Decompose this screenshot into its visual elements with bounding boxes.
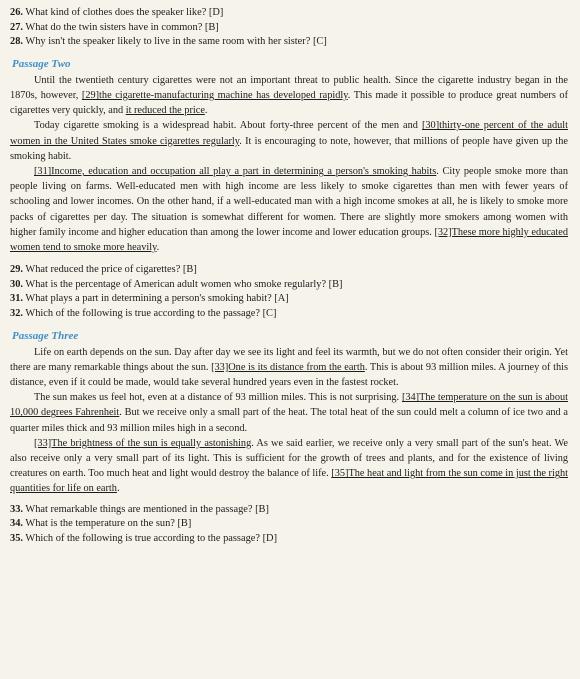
paragraph-text: . This is about 93 million miles. A journey of this distance, even if it could be made, would take several hundred years even in the fastest rocket.	[10, 361, 568, 388]
question-item	[10, 517, 568, 532]
question-text: What do the twin sisters have in common? [B]	[25, 21, 219, 33]
question-number: 27.	[10, 21, 23, 33]
paragraph-text: Today cigarette smoking is a widespread habit. About forty-three percent of the men and	[34, 120, 422, 132]
passage-two-paragraph-2	[10, 118, 568, 164]
question-text: Which of the following is true according to the passage? [D]	[25, 532, 278, 544]
paragraph-text: .	[116, 483, 120, 495]
answer-highlight: [29]the cigarette-manufacturing machine has developed rapidly	[81, 89, 348, 101]
question-item	[10, 532, 568, 547]
question-text: What is the temperature on the sun? [B]	[25, 518, 192, 530]
answer-highlight: [33]One is its distance from the earth	[211, 361, 365, 373]
answer-highlight: [32]These more highly educated women tend to smoke more heavily	[10, 226, 568, 254]
question-text: What kind of clothes does the speaker like? [D]	[25, 7, 224, 18]
question-item	[10, 278, 568, 293]
question-list-passage-two	[10, 263, 568, 321]
paragraph-text: . But we receive only a small part of the heat. The total heat of the sun could melt a column of ice two and a quarter miles thick and 93 million miles high in a second.	[10, 407, 568, 434]
question-list-top	[10, 6, 568, 50]
paragraph-text: Life on earth depends on the sun. Day after day we see its light and feel its warmth, but we do not often consider their origin. Yet there are many remarkable things about the sun.	[10, 346, 568, 373]
question-item	[10, 6, 568, 21]
question-number: 31.	[10, 293, 23, 305]
passage-two-title: Passage Two	[12, 57, 71, 70]
spacer	[10, 255, 568, 263]
paragraph-text: Until the twentieth century cigarettes were not an important threat to public health. Since the cigarette industry began in the 1870s, however,	[10, 74, 568, 101]
question-text: Why isn't the speaker likely to live in the same room with her sister? [C]	[25, 36, 327, 48]
question-item	[10, 292, 568, 307]
question-number: 30.	[10, 278, 23, 290]
question-number: 29.	[10, 264, 23, 276]
passage-three-paragraph-3	[10, 436, 568, 497]
question-number: 32.	[10, 308, 23, 319]
passage-two-paragraph-3	[10, 164, 568, 255]
question-text: Which of the following is true according to the passage? [C]	[25, 308, 277, 319]
paragraph-text: .	[156, 242, 160, 254]
question-text: What reduced the price of cigarettes? [B]	[25, 264, 197, 276]
answer-highlight: [33]The brightness of the sun is equally astonishing	[34, 437, 252, 449]
question-number: 35.	[10, 532, 23, 544]
passage-two-paragraph-1	[10, 73, 568, 119]
question-list-passage-three	[10, 503, 568, 547]
question-text: What remarkable things are mentioned in the passage? [B]	[25, 503, 269, 515]
passage-three-title: Passage Three	[12, 329, 79, 342]
question-text: What is the percentage of American adult women who smoke regularly? [B]	[25, 278, 343, 290]
paragraph-text: . It is encouraging to note, however, that millions of people have given up the smoking habit.	[10, 135, 568, 162]
paragraph-text: . This made it possible to produce great numbers of cigarettes very quickly, and	[10, 89, 568, 117]
question-number: 34.	[10, 518, 23, 530]
answer-highlight: [30]thirty-one percent of the adult women in the United States smoke cigarettes regularly	[10, 120, 568, 147]
question-item	[10, 503, 568, 518]
question-text: What plays a part in determining a person's smoking habit? [A]	[25, 293, 289, 305]
answer-highlight: [35]The heat and light from the sun come in just the right quantities for life on earth	[10, 468, 568, 495]
passage-three-paragraph-1	[10, 345, 568, 391]
answer-highlight: [34]The temperature on the sun is about 10,000 degrees Fahrenheit	[10, 392, 568, 419]
question-number: 33.	[10, 503, 23, 515]
answer-highlight: it reduced the price	[125, 105, 205, 117]
question-item	[10, 307, 568, 322]
paragraph-text: The sun makes us feel hot, even at a distance of 93 million miles. This is not surprising.	[34, 392, 402, 404]
question-number: 28.	[10, 36, 23, 48]
paragraph-text: . As we said earlier, we receive only a very small part of the sun's heat. We also receive only a very small part of its light. This is sufficient for the growth of trees and plants, and for the existence of living creatures on earth. Too much heat and light would destroy the balance of life.	[10, 437, 568, 480]
paragraph-text: .	[204, 105, 208, 117]
question-item	[10, 35, 568, 50]
paragraph-text: . City people smoke more than people living on farms. Well-educated men with high income are less likely to smoke cigarettes than men with fewer years of schooling and lower incomes. On the other hand, if a well-educated man with a high income smokes at all, he is likely to smoke more packs of cigarettes per day. The situation is somewhat different for women. There are slightly more smokers among women with higher family income and higher education than among the lower income and lower education groups.	[10, 166, 568, 238]
answer-highlight: [31]Income, education and occupation all play a part in determining a person's smoking habits	[34, 166, 437, 177]
passage-three-paragraph-2	[10, 390, 568, 436]
question-item	[10, 21, 568, 36]
question-item	[10, 263, 568, 278]
question-number: 26.	[10, 7, 23, 18]
